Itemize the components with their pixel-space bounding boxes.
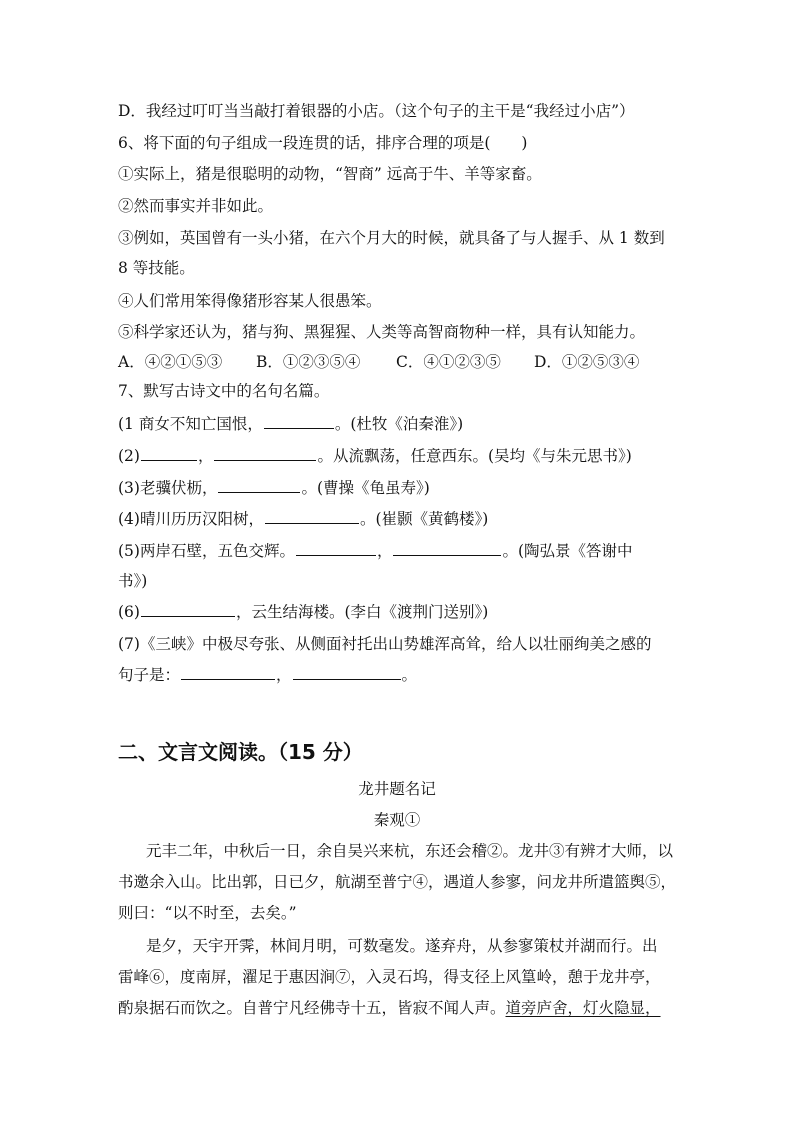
- q6-sentence-1: ①实际上，猪是很聪明的动物，“智商” 远高于牛、羊等家畜。: [118, 165, 542, 183]
- q6-sentence-2: ②然而事实并非如此。: [118, 197, 274, 215]
- q7-item-4: (4)晴川历历汉阳树， 。(崔颢《黄鹤楼》): [118, 510, 489, 528]
- answer-blank[interactable]: [393, 541, 501, 556]
- passage-p1-line3: 则曰：“以不时至，去矣。”: [118, 904, 297, 922]
- passage-p2-line3: 酌泉据石而饮之。自普宁凡经佛寺十五，皆寂不闻人声。道旁庐舍，灯火隐显，: [118, 999, 661, 1017]
- q7-stem: 7、默写古诗文中的名句名篇。: [118, 382, 330, 400]
- answer-blank[interactable]: [296, 541, 376, 556]
- answer-blank[interactable]: [214, 446, 316, 461]
- passage-author: 秦观①: [373, 811, 421, 829]
- q6-option-d: D．①②⑤③④: [534, 353, 640, 371]
- q6-sentence-3-line1: ③例如，英国曾有一头小猪，在六个月大的时候，就具备了与人握手、从 1 数到: [118, 229, 665, 247]
- q6-option-c: C．④①②③⑤: [396, 353, 501, 371]
- answer-blank[interactable]: [141, 602, 235, 617]
- q6-option-b: B．①②③⑤④: [256, 353, 361, 371]
- passage-p1-line1: 元丰二年，中秋后一日，余自吴兴来杭，东还会稽②。龙井③有辨才大师，以: [146, 842, 674, 860]
- q7-item-7-line1: (7)《三峡》中极尽夸张、从侧面衬托出山势雄浑高耸，给人以壮丽绚美之感的: [118, 635, 652, 653]
- passage-p1-line2: 书邀余入山。比出郭，日已夕，航湖至普宁④，遇道人参寥，问龙井所遣篮舆⑤，: [118, 873, 677, 891]
- q6-stem: 6、将下面的句子组成一段连贯的话，排序合理的项是( ): [118, 134, 528, 152]
- underlined-sentence: 道旁庐舍，灯火隐显，: [505, 999, 661, 1017]
- answer-blank[interactable]: [141, 446, 197, 461]
- q6-option-a: A．④②①⑤③: [118, 353, 223, 371]
- passage-p2-line2: 雷峰⑥，度南屏，濯足于惠因涧⑦，入灵石坞，得支径上风篁岭，憩于龙井亭，: [118, 968, 661, 986]
- q6-sentence-5: ⑤科学家还认为，猪与狗、黑猩猩、人类等高智商物种一样，具有认知能力。: [118, 323, 646, 341]
- q5-option-d: D．我经过叮叮当当敲打着银器的小店。（这个句子的主干是“我经过小店”）: [118, 102, 635, 120]
- answer-blank[interactable]: [218, 478, 300, 493]
- q7-item-3: (3)老骥伏枥， 。(曹操《龟虽寿》): [118, 479, 430, 497]
- answer-blank[interactable]: [265, 509, 359, 524]
- q7-item-2: (2) ， 。从流飘荡，任意西东。(吴均《与朱元思书》): [118, 447, 632, 465]
- passage-title: 龙井题名记: [358, 780, 436, 798]
- q7-item-6: (6) ，云生结海楼。(李白《渡荆门送别》): [118, 603, 489, 621]
- passage-p2-line1: 是夕，天宇开霁，林间月明，可数毫发。遂弃舟，从参寥策杖并湖而行。出: [146, 937, 658, 955]
- section-heading: 二、文言文阅读。（15 分）: [118, 740, 363, 764]
- answer-blank[interactable]: [264, 414, 334, 429]
- q7-item-5-cont: 书》): [118, 572, 148, 590]
- answer-blank[interactable]: [293, 665, 401, 680]
- q7-item-1: (1 商女不知亡国恨， 。(杜牧《泊秦淮》): [118, 415, 464, 433]
- q6-sentence-3-line2: 8 等技能。: [118, 259, 195, 277]
- q7-item-5: (5)两岸石壁，五色交辉。 ， 。(陶弘景《答谢中: [118, 542, 633, 560]
- q6-sentence-4: ④人们常用笨得像猪形容某人很愚笨。: [118, 292, 382, 310]
- answer-blank[interactable]: [181, 665, 275, 680]
- q7-item-7-line2: 句子是： ， 。: [118, 666, 418, 684]
